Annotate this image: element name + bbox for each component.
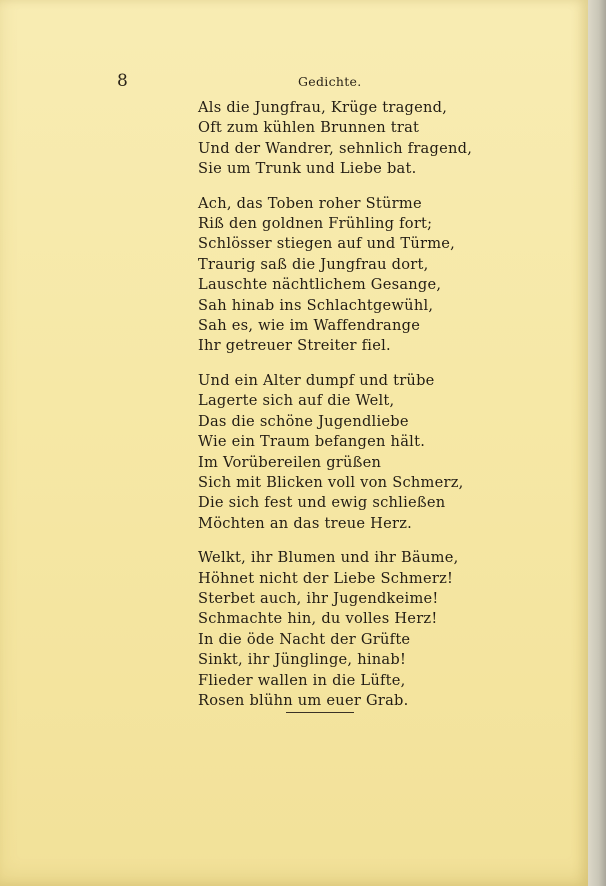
verse-line: Und der Wandrer, sehnlich fragend, [198, 139, 473, 157]
verse-line: Schlösser stiegen auf und Türme, [198, 235, 456, 253]
verse-line: Und ein Alter dumpf und trübe [198, 371, 435, 389]
verse-line: Riß den goldnen Frühling fort; [198, 215, 433, 233]
verse-line: Ach, das Toben roher Stürme [198, 194, 422, 212]
verse-line: Traurig saß die Jungfrau dort, [198, 255, 429, 273]
stanza [198, 98, 498, 180]
end-rule [286, 712, 354, 713]
verse-line: Die sich fest und ewig schließen [198, 494, 446, 512]
page-edge [588, 0, 606, 886]
verse-line: Schmachte hin, du volles Herz! [198, 610, 438, 628]
page-number: 8 [117, 71, 128, 91]
running-head: Gedichte. [298, 74, 362, 89]
verse-line: Sah es, wie im Waffendrange [198, 317, 421, 335]
verse-line: In die öde Nacht der Grüfte [198, 630, 411, 648]
verse-line: Sah hinab ins Schlachtgewühl, [198, 296, 434, 314]
verse-line: Welkt, ihr Blumen und ihr Bäume, [198, 549, 459, 567]
poem [198, 98, 498, 725]
stanza [198, 371, 498, 534]
verse-line: Oft zum kühlen Brunnen trat [198, 119, 420, 137]
verse-line: Sie um Trunk und Liebe bat. [198, 160, 417, 178]
verse-line: Sterbet auch, ihr Jugendkeime! [198, 589, 439, 607]
verse-line: Als die Jungfrau, Krüge tragend, [198, 99, 448, 116]
verse-line: Rosen blühn um euer Grab. [198, 691, 409, 709]
verse-line: Möchten an das treue Herz. [198, 514, 413, 532]
verse-line: Höhnet nicht der Liebe Schmerz! [198, 569, 454, 587]
verse-line: Lauschte nächtlichem Gesange, [198, 276, 442, 294]
verse-line: Das die schöne Jugendliebe [198, 412, 409, 430]
verse-line: Sinkt, ihr Jünglinge, hinab! [198, 651, 407, 669]
verse-line: Lagerte sich auf die Welt, [198, 392, 395, 410]
verse-line: Ihr getreuer Streiter fiel. [198, 337, 391, 355]
verse-line: Im Vorübereilen grüßen [198, 453, 382, 471]
verse-line: Wie ein Traum befangen hält. [198, 433, 426, 451]
verse-line: Flieder wallen in die Lüfte, [198, 671, 406, 689]
stanza [198, 194, 498, 357]
verse-line: Sich mit Blicken voll von Schmerz, [198, 473, 464, 491]
stanza [198, 548, 498, 711]
